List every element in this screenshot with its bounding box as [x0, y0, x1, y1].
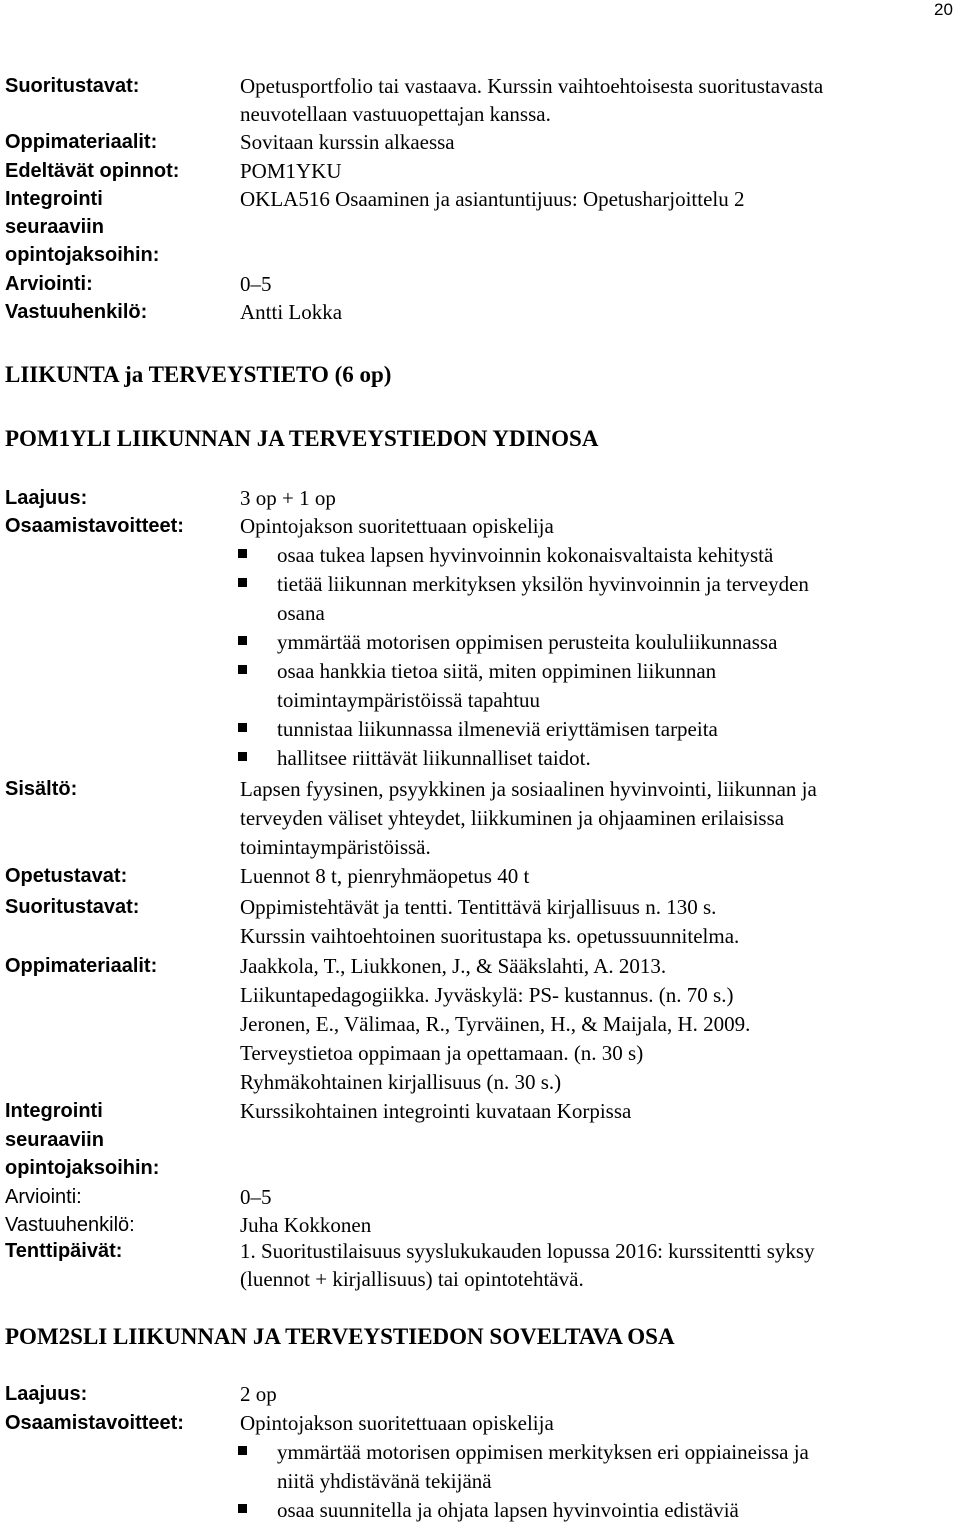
edeltavat-opinnot-value: POM1YKU: [240, 159, 342, 183]
course1-suoritustavat-label: Suoritustavat:: [5, 896, 140, 918]
course1-arviointi-label: Arviointi:: [5, 1186, 82, 1208]
course1-bullet-item: osaa tukea lapsen hyvinvoinnin kokonaisvaltaista kehitystä: [277, 543, 774, 567]
course1-suoritustavat-line1: Oppimistehtävät ja tentti. Tentittävä kirjallisuus n. 130 s.: [240, 895, 717, 919]
section-heading: LIIKUNTA ja TERVEYSTIETO (6 op): [5, 362, 392, 387]
course1-oppimateriaalit-line5: Ryhmäkohtainen kirjallisuus (n. 30 s.): [240, 1070, 562, 1094]
course1-arviointi-value: 0–5: [240, 1185, 272, 1209]
course2-bullet-item: osaa suunnitella ja ohjata lapsen hyvinvointia edistäviä: [277, 1498, 739, 1522]
course1-sisalto-label: Sisältö:: [5, 778, 78, 800]
course2-laajuus-label: Laajuus:: [5, 1383, 88, 1405]
course1-opetustavat-value: Luennot 8 t, pienryhmäopetus 40 t: [240, 864, 530, 888]
course1-sisalto-line3: toimintaympäristöissä.: [240, 835, 431, 859]
course1-tenttipaivat-line2: (luennot + kirjallisuus) tai opintotehtävä.: [240, 1267, 584, 1291]
course1-laajuus-label: Laajuus:: [5, 487, 88, 509]
course1-oppimateriaalit-line2: Liikuntapedagogiikka. Jyväskylä: PS- kustannus. (n. 70 s.): [240, 983, 734, 1007]
bullet-marker: [238, 578, 247, 587]
vastuuhenkilo-value: Antti Lokka: [240, 300, 343, 324]
course1-oppimateriaalit-label: Oppimateriaalit:: [5, 955, 158, 977]
course2-bullet-item-continuation: niitä yhdistävänä tekijänä: [277, 1469, 492, 1493]
course2-title: POM2SLI LIIKUNNAN JA TERVEYSTIEDON SOVELTAVA OSA: [5, 1324, 675, 1349]
bullet-marker: [238, 723, 247, 732]
bullet-marker: [238, 1504, 247, 1513]
course1-integrointi-label-line3: opintojaksoihin:: [5, 1157, 160, 1179]
course1-opetustavat-label: Opetustavat:: [5, 865, 128, 887]
course1-osaamistavoitteet-intro: Opintojakson suoritettuaan opiskelija: [240, 514, 554, 538]
course1-oppimateriaalit-line1: Jaakkola, T., Liukkonen, J., & Sääkslahti, A. 2013.: [240, 954, 667, 978]
course2-osaamistavoitteet-intro: Opintojakson suoritettuaan opiskelija: [240, 1411, 554, 1435]
suoritustavat-value-line2: neuvotellaan vastuuopettajan kanssa.: [240, 102, 551, 126]
integrointi-value: OKLA516 Osaaminen ja asiantuntijuus: Opetusharjoittelu 2: [240, 187, 745, 211]
course1-tenttipaivat-label: Tenttipäivät:: [5, 1240, 123, 1262]
course1-vastuuhenkilo-label: Vastuuhenkilö:: [5, 1214, 135, 1236]
course1-bullet-item-continuation: osana: [277, 601, 325, 625]
bullet-marker: [238, 665, 247, 674]
integrointi-label-line2: seuraaviin: [5, 216, 104, 238]
course1-bullet-item: hallitsee riittävät liikunnalliset taidot.: [277, 746, 591, 770]
course2-laajuus-value: 2 op: [240, 1382, 277, 1406]
course1-oppimateriaalit-line3: Jeronen, E., Välimaa, R., Tyrväinen, H., & Maijala, H. 2009.: [240, 1012, 751, 1036]
course1-bullet-item: osaa hankkia tietoa siitä, miten oppiminen liikunnan: [277, 659, 717, 683]
bullet-marker: [238, 636, 247, 645]
course1-title: POM1YLI LIIKUNNAN JA TERVEYSTIEDON YDINOSA: [5, 426, 599, 451]
course1-sisalto-line2: terveyden väliset yhteydet, liikkuminen ja ohjaaminen erilaisissa: [240, 806, 785, 830]
course1-bullet-item: ymmärtää motorisen oppimisen perusteita koululiikunnassa: [277, 630, 778, 654]
course1-vastuuhenkilo-value: Juha Kokkonen: [240, 1213, 372, 1237]
course2-bullet-item: ymmärtää motorisen oppimisen merkityksen eri oppiaineissa ja: [277, 1440, 809, 1464]
vastuuhenkilo-label: Vastuuhenkilö:: [5, 301, 148, 323]
course1-oppimateriaalit-line4: Terveystietoa oppimaan ja opettamaan. (n. 30 s): [240, 1041, 644, 1065]
page-number: 20: [934, 0, 953, 19]
course1-integrointi-label-line1: Integrointi: [5, 1100, 103, 1122]
course1-osaamistavoitteet-label: Osaamistavoitteet:: [5, 515, 184, 537]
arviointi-label: Arviointi:: [5, 273, 93, 295]
course1-bullet-item: tietää liikunnan merkityksen yksilön hyvinvoinnin ja terveyden: [277, 572, 809, 596]
suoritustavat-value-line1: Opetusportfolio tai vastaava. Kurssin vaihtoehtoisesta suoritustavasta: [240, 74, 824, 98]
course1-bullet-item-continuation: toimintaympäristöissä tapahtuu: [277, 688, 541, 712]
course1-laajuus-value: 3 op + 1 op: [240, 486, 336, 510]
course1-sisalto-line1: Lapsen fyysinen, psyykkinen ja sosiaalinen hyvinvointi, liikunnan ja: [240, 777, 817, 801]
course2-osaamistavoitteet-label: Osaamistavoitteet:: [5, 1412, 184, 1434]
arviointi-value: 0–5: [240, 272, 272, 296]
bullet-marker: [238, 1446, 247, 1455]
integrointi-label-line1: Integrointi: [5, 188, 103, 210]
oppimateriaalit-label: Oppimateriaalit:: [5, 131, 158, 153]
bullet-marker: [238, 752, 247, 761]
course1-tenttipaivat-line1: 1. Suoritustilaisuus syyslukukauden lopussa 2016: kurssitentti syksy: [240, 1239, 815, 1263]
suoritustavat-label: Suoritustavat:: [5, 75, 140, 97]
bullet-marker: [238, 549, 247, 558]
oppimateriaalit-value: Sovitaan kurssin alkaessa: [240, 130, 455, 154]
course1-suoritustavat-line2: Kurssin vaihtoehtoinen suoritustapa ks. opetussuunnitelma.: [240, 924, 740, 948]
course1-integrointi-label-line2: seuraaviin: [5, 1129, 104, 1151]
course1-bullet-item: tunnistaa liikunnassa ilmeneviä eriyttämisen tarpeita: [277, 717, 718, 741]
course1-integrointi-value: Kurssikohtainen integrointi kuvataan Korpissa: [240, 1099, 632, 1123]
edeltavat-opinnot-label: Edeltävät opinnot:: [5, 160, 180, 182]
integrointi-label-line3: opintojaksoihin:: [5, 244, 160, 266]
